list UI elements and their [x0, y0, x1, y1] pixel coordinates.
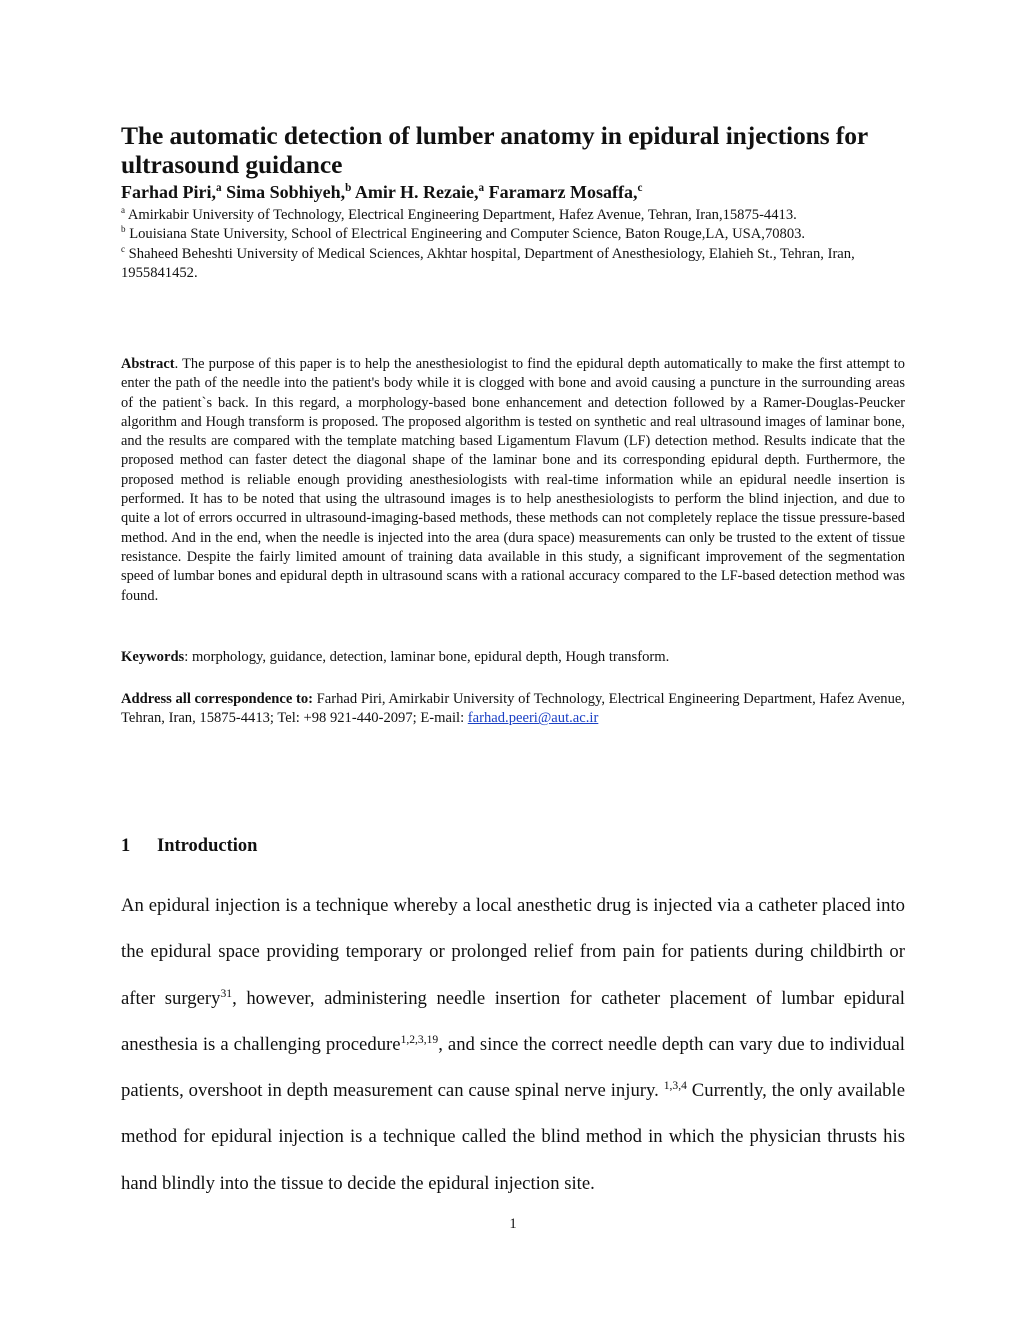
keywords [121, 648, 905, 667]
citation-mark: 1,3,4 [663, 1078, 687, 1092]
abstract [121, 355, 905, 606]
correspondence-address [121, 690, 905, 729]
intro-paragraph [121, 883, 905, 1207]
author-affiliation-mark: a [478, 182, 485, 194]
citation-mark: 1,2,3,19 [400, 1032, 439, 1046]
affiliation [121, 225, 905, 244]
author-affiliation-mark: a [216, 182, 222, 194]
affiliation-list [121, 206, 905, 284]
affiliation-mark: c [121, 243, 126, 254]
email-link[interactable]: farhad.peeri@aut.ac.ir [467, 710, 599, 727]
address-label: Address all correspondence to: [121, 691, 314, 707]
section-number: 1 [121, 836, 131, 856]
author-name: Farhad Piri, [121, 182, 216, 202]
affiliation-text: Shaheed Beheshti University of Medical Sciences, Akhtar hospital, Department of Anesthesiology, Elahieh St., Tehran, Iran, 1955841452. [121, 245, 855, 282]
author-name: Amir H. Rezaie, [354, 182, 479, 202]
affiliation-mark: a [121, 205, 126, 216]
author-list [121, 181, 905, 203]
section-title: Introduction [157, 836, 258, 856]
author-affiliation-mark: b [345, 182, 352, 194]
affiliation-text: Louisiana State University, School of Electrical Engineering and Computer Science, Baton Rouge,LA, USA,70803. [129, 226, 806, 243]
abstract-text: . The purpose of this paper is to help the anesthesiologist to find the epidural depth automatically to make the first attempt to enter the path of the needle into the patient's body while it is clogged with bone and avoid causing a puncture in the surrounding areas of the patient`s back. In this regard, a morphology-based bone enhancement and detection followed by a Ramer-Douglas-Peucker algorithm and Hough transform is proposed. The proposed algorithm is tested on synthetic and real ultrasound images of laminar bone, and the results are compared with the template matching based Ligamentum Flavum (LF) detection method. Results indicate that the proposed method can faster detect the diagonal shape of the laminar bone and its corresponding epidural depth. Furthermore, the proposed method is reliable enough providing anesthesiologists with real-time information while an epidural needle insertion is performed. It has to be noted that using the ultrasound images is to help anesthesiologists to perform the blind injection, and due to quite a lot of errors occurred in ultrasound-imaging-based methods, these methods can not completely replace the tissue pressure-based method. And in the end, when the needle is injected into the area (dura space) measurements can only be trusted to the extent of tissue resistance. Despite the fairly limited amount of training data available in this study, a significant improvement of the segmentation speed of lumbar bones and epidural depth in ultrasound scans with a rational accuracy compared to the LF-based detection method was found. [121, 356, 905, 604]
citation-mark: 31 [220, 986, 233, 1000]
abstract-label: Abstract [121, 356, 175, 372]
author-name: Faramarz Mosaffa, [488, 182, 638, 202]
intro-text: An epidural injection is a technique whereby a local anesthetic drug is injected via a catheter placed into the epidural space providing temporary or prolonged relief from pain for patients during childbirth or after surgery [121, 895, 905, 1009]
affiliation [121, 245, 905, 284]
page-number: 1 [509, 1216, 517, 1232]
address-text: Farhad Piri, Amirkabir University of Technology, Electrical Engineering Department, Hafez Avenue, Tehran, Iran, 15875-4413; Tel: +98 921-440-2097; E-mail: [121, 691, 906, 727]
intro-text: , and since the correct needle depth can vary due to individual patients, overshoot in depth measurement can cause spinal nerve injury. [121, 1033, 905, 1102]
affiliation-text: Amirkabir University of Technology, Electrical Engineering Department, Hafez Avenue, Tehran, Iran,15875-4413. [127, 207, 797, 223]
author-affiliation-mark: c [637, 182, 643, 194]
paper-title: The automatic detection of lumber anatomy in epidural injections for ultrasound guidance [121, 121, 868, 179]
affiliation [121, 206, 905, 225]
author-name: Sima Sobhiyeh, [226, 182, 346, 202]
affiliation-mark: b [121, 224, 126, 235]
intro-text: , however, administering needle insertion for catheter placement of lumbar epidural anesthesia is a challenging procedure [121, 987, 905, 1055]
keywords-label: Keywords [121, 649, 185, 665]
keywords-text: : morphology, guidance, detection, laminar bone, epidural depth, Hough transform. [184, 649, 670, 665]
intro-text: Currently, the only available method for epidural injection is a technique called the blind method in which the physician thrusts his hand blindly into the tissue to decide the epidural injection site. [121, 1080, 905, 1194]
section-heading [121, 834, 257, 858]
